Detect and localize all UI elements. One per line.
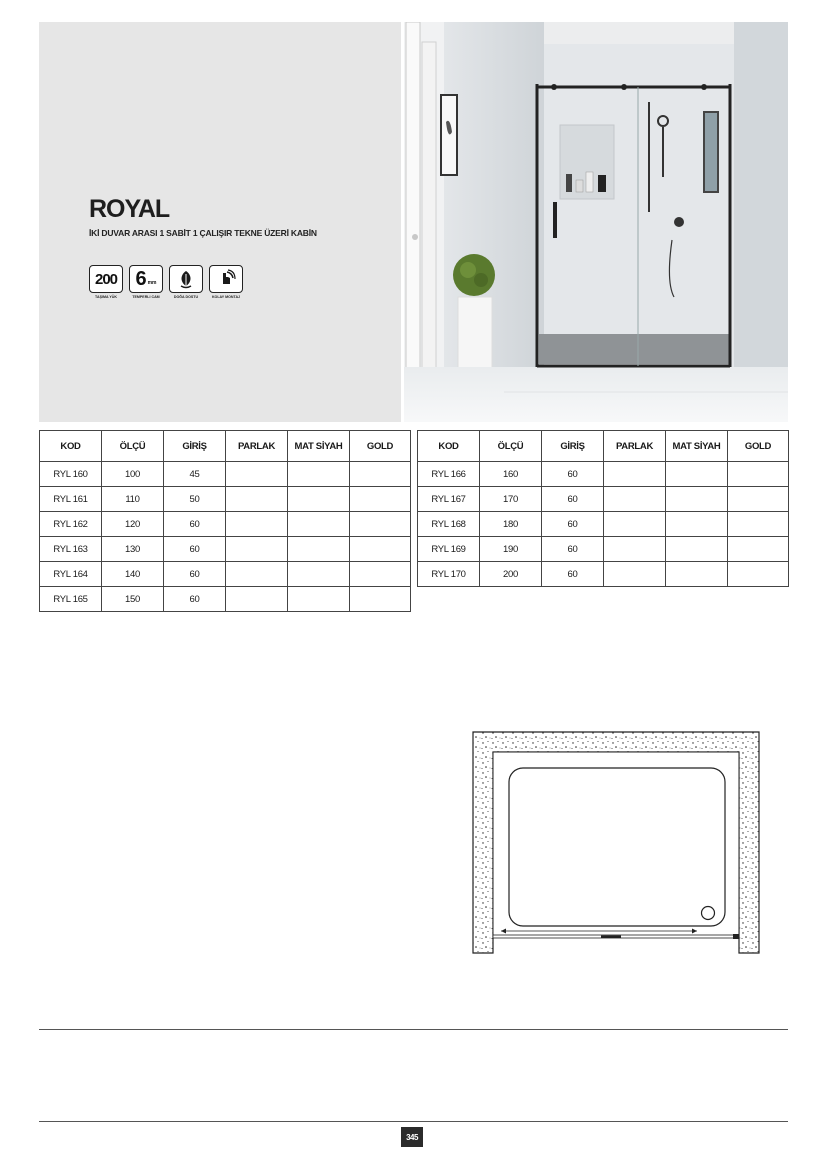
cell-kod: RYL 167 [418, 487, 480, 512]
cell-olcu: 190 [480, 537, 542, 562]
feature-icons [89, 265, 243, 299]
cell-olcu: 100 [102, 462, 164, 487]
cell-gold [350, 537, 411, 562]
cell-olcu: 180 [480, 512, 542, 537]
col-olcu: ÖLÇÜ [480, 431, 542, 462]
cell-kod: RYL 162 [40, 512, 102, 537]
table-row [40, 537, 411, 562]
col-giris: GİRİŞ [164, 431, 226, 462]
floor-plan-diagram [471, 730, 761, 955]
cell-giris: 60 [542, 462, 604, 487]
cell-gold [350, 587, 411, 612]
cell-mat-siyah [666, 462, 728, 487]
cell-giris: 60 [542, 487, 604, 512]
cell-kod: RYL 163 [40, 537, 102, 562]
table-row [40, 487, 411, 512]
table-row [40, 562, 411, 587]
cell-gold [350, 487, 411, 512]
cell-kod: RYL 164 [40, 562, 102, 587]
cell-parlak [226, 512, 288, 537]
cell-mat-siyah [666, 487, 728, 512]
col-parlak: PARLAK [226, 431, 288, 462]
feature-label: TEMPERLI CAM [132, 295, 160, 299]
spec-table-right [417, 430, 789, 587]
cell-olcu: 140 [102, 562, 164, 587]
cell-giris: 60 [164, 537, 226, 562]
cell-gold [728, 562, 789, 587]
cell-kod: RYL 169 [418, 537, 480, 562]
cell-mat-siyah [666, 537, 728, 562]
cell-parlak [604, 537, 666, 562]
cell-giris: 60 [164, 562, 226, 587]
feature-label: KOLAY MONTAJ [211, 295, 241, 299]
feature-label: TAŞIMA YÜK [95, 295, 117, 299]
cell-kod: RYL 161 [40, 487, 102, 512]
cell-olcu: 170 [480, 487, 542, 512]
cell-mat-siyah [288, 462, 350, 487]
cell-kod: RYL 166 [418, 462, 480, 487]
cell-kod: RYL 160 [40, 462, 102, 487]
table-row [418, 462, 789, 487]
cell-giris: 60 [542, 512, 604, 537]
cell-gold [350, 462, 411, 487]
cell-giris: 60 [542, 562, 604, 587]
table-row [418, 562, 789, 587]
cell-parlak [226, 562, 288, 587]
feature-eco [169, 265, 203, 299]
table-row [418, 512, 789, 537]
table-row [40, 587, 411, 612]
col-mat-siyah: MAT SİYAH [288, 431, 350, 462]
col-gold: GOLD [728, 431, 789, 462]
table-row [40, 512, 411, 537]
cell-olcu: 160 [480, 462, 542, 487]
cell-giris: 60 [164, 512, 226, 537]
cell-giris: 50 [164, 487, 226, 512]
divider [39, 1029, 788, 1030]
cell-gold [728, 512, 789, 537]
col-parlak: PARLAK [604, 431, 666, 462]
feature-glass [129, 265, 163, 299]
col-olcu: ÖLÇÜ [102, 431, 164, 462]
cell-parlak [226, 487, 288, 512]
cell-parlak [604, 462, 666, 487]
table-header-row [418, 431, 789, 462]
product-photo [404, 22, 788, 422]
col-gold: GOLD [350, 431, 411, 462]
cell-mat-siyah [288, 562, 350, 587]
cell-gold [728, 537, 789, 562]
cell-parlak [604, 562, 666, 587]
table-row [40, 462, 411, 487]
cell-olcu: 150 [102, 587, 164, 612]
cell-parlak [226, 537, 288, 562]
cell-mat-siyah [288, 512, 350, 537]
cell-gold [728, 487, 789, 512]
cell-olcu: 120 [102, 512, 164, 537]
cell-mat-siyah [666, 512, 728, 537]
product-title: ROYAL [89, 195, 170, 223]
tap-hand-icon [209, 265, 243, 293]
cell-kod: RYL 165 [40, 587, 102, 612]
cell-parlak [226, 587, 288, 612]
product-subtitle: İKİ DUVAR ARASI 1 SABİT 1 ÇALIŞIR TEKNE ÜZERİ KABİN [89, 228, 317, 238]
spec-table-left [39, 430, 411, 612]
col-giris: GİRİŞ [542, 431, 604, 462]
cell-mat-siyah [288, 487, 350, 512]
cell-olcu: 130 [102, 537, 164, 562]
cell-parlak [604, 487, 666, 512]
cell-olcu: 200 [480, 562, 542, 587]
feature-label: DOĞA DOSTU [173, 295, 199, 299]
cell-gold [728, 462, 789, 487]
table-row [418, 487, 789, 512]
cell-kod: RYL 170 [418, 562, 480, 587]
col-kod: KOD [40, 431, 102, 462]
glass-thickness-icon: 6 mm [129, 265, 163, 293]
200-value-icon: 200 [89, 265, 123, 293]
cell-kod: RYL 168 [418, 512, 480, 537]
eco-leaf-icon [169, 265, 203, 293]
cell-mat-siyah [666, 562, 728, 587]
feature-install [209, 265, 243, 299]
col-mat-siyah: MAT SİYAH [666, 431, 728, 462]
cell-gold [350, 562, 411, 587]
cell-olcu: 110 [102, 487, 164, 512]
cell-parlak [226, 462, 288, 487]
cell-parlak [604, 512, 666, 537]
feature-load [89, 265, 123, 299]
table-header-row [40, 431, 411, 462]
cell-gold [350, 512, 411, 537]
cell-giris: 60 [164, 587, 226, 612]
divider [39, 1121, 788, 1122]
col-kod: KOD [418, 431, 480, 462]
cell-giris: 45 [164, 462, 226, 487]
page-number: 345 [401, 1127, 423, 1147]
cell-mat-siyah [288, 537, 350, 562]
table-row [418, 537, 789, 562]
cell-mat-siyah [288, 587, 350, 612]
cell-giris: 60 [542, 537, 604, 562]
